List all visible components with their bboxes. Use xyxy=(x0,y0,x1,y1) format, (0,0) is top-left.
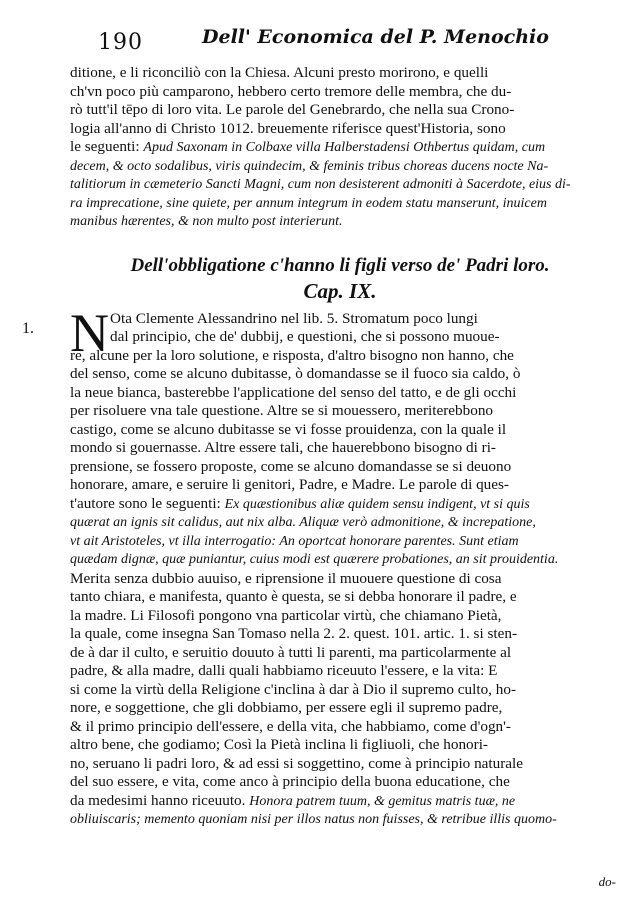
line-text: ditione, e li riconciliò con la Chiesa. Alcuni presto morirono, e quelli xyxy=(70,64,489,81)
line-text: del senso, come se alcuno dubitasse, ò domandasse se il fuoco sia caldo, ò xyxy=(70,365,521,382)
paragraph-text xyxy=(70,310,610,830)
text-line xyxy=(70,514,610,533)
line-text: mondo si gouernasse. Altre essere tali, che hauerebbono bisogno di ri- xyxy=(70,439,496,456)
line-text: t'autore sono le seguenti: xyxy=(70,494,225,512)
line-text: si come la virtù della Religione c'inclina à dar à Dio il supremo culto, ho- xyxy=(70,680,516,698)
line-text: le seguenti: xyxy=(70,138,144,155)
text-line xyxy=(70,476,610,495)
line-text: manibus hærentes, & non multo post interierunt. xyxy=(70,214,343,229)
paragraph-number: 1. xyxy=(22,319,34,337)
latin-quote: Ex quæstionibus aliæ quidem sensu indigent, vt si quis xyxy=(224,496,530,512)
text-line xyxy=(70,64,610,83)
text-line xyxy=(70,328,610,347)
text-line xyxy=(70,570,610,589)
line-text: de à dar il culto, e seruitio douuto à tutti li parenti, ma particolarmente al xyxy=(70,643,512,661)
chapter-number: Cap. IX. xyxy=(303,278,377,303)
page-header xyxy=(98,26,568,60)
text-line xyxy=(70,310,610,329)
line-text: re, alcune per la loro solutione, e risposta, d'altro bisogno non hanno, che xyxy=(70,346,514,364)
text-line xyxy=(70,83,610,102)
line-text: Ota Clemente Alessandrino nel lib. 5. Stromatum poco lungi xyxy=(110,309,478,327)
text-line xyxy=(70,681,610,700)
text-line xyxy=(70,101,610,120)
line-text: obliuiscaris; memento quoniam nisi per illos natus non fuisses, & retribue illis quomo- xyxy=(70,812,557,827)
line-text: quædam dignæ, quæ puniantur, cuius modi est quærere probationes, an sit prouidentia. xyxy=(70,552,559,567)
text-line xyxy=(70,195,610,214)
line-text: quærat an ignis sit calidus, aut nix alba. Aliquæ verò admonitione, & increpatione, xyxy=(70,515,536,530)
text-line xyxy=(70,755,610,774)
line-text: honorare, amare, e seruire li genitori, Padre, e Madre. Le parole di ques- xyxy=(70,476,509,493)
line-text: la quale, come insegna San Tomaso nella 2. 2. quest. 101. artic. 1. si sten- xyxy=(70,625,518,642)
line-text: del suo essere, e vita, come anco à principio della buona educatione, che xyxy=(70,773,510,790)
text-line xyxy=(70,662,610,681)
line-text: dal principio, che de' dubbij, e questioni, che si possono muoue- xyxy=(110,328,500,345)
text-line xyxy=(70,736,610,755)
text-line xyxy=(70,158,610,177)
line-text: nore, e soggettione, che gli dobbiamo, per essere egli il supremo padre, xyxy=(70,699,503,716)
catchword: do- xyxy=(598,874,616,889)
text-line xyxy=(70,588,610,607)
line-text: no, seruano li padri loro, & ad essi si soggettino, come à principio naturale xyxy=(70,754,523,772)
line-text: prensione, se fossero proposte, come se alcuno domandasse se si deuono xyxy=(70,457,512,475)
line-text: la madre. Li Filosofi pongono vna particolar virtù, che chiamano Pietà, xyxy=(70,606,502,624)
text-line xyxy=(70,458,610,477)
text-line xyxy=(70,120,610,139)
text-line xyxy=(70,402,610,421)
line-text: decem, & octo sodalibus, viris quindecim, & feminis tribus choreas ducens nocte Na- xyxy=(70,158,549,174)
line-text: da medesimi hanno riceuuto. xyxy=(70,791,250,809)
line-text: ch'vn poco più camparono, hebbero certo tremore delle membra, che du- xyxy=(70,82,512,100)
text-line xyxy=(70,811,610,830)
text-line xyxy=(70,384,610,403)
line-text: altro bene, che godiamo; Così la Pietà inclina li figliuoli, che honori- xyxy=(70,736,488,753)
text-line xyxy=(70,421,610,440)
drop-cap: N xyxy=(70,302,109,363)
line-text: padre, & alla madre, dalli quali habbiamo riceuuto l'essere, e la vita: E xyxy=(70,662,498,679)
line-text: per risoluere vna tale questione. Altre se si mouessero, meriterebbono xyxy=(70,402,494,419)
text-line xyxy=(70,607,610,626)
text-line xyxy=(70,699,610,718)
line-text: ra imprecatione, sine quiete, per annum integrum in eodem statu manserunt, inuicem xyxy=(70,195,547,211)
text-line xyxy=(70,644,610,663)
text-line xyxy=(70,495,610,515)
latin-quote: Apud Saxonam in Colbaxe villa Halberstadensi Othbertus quidam, cum xyxy=(143,140,546,155)
line-text: vt ait Aristoteles, vt illa interrogatio: An oportcat honorare parentes. Sunt etiam xyxy=(70,533,519,549)
paragraph-1 xyxy=(22,302,610,830)
text-line xyxy=(70,213,610,232)
text-line xyxy=(70,365,610,384)
text-line xyxy=(70,176,610,195)
intro-text xyxy=(70,64,610,232)
line-text: & il primo principio dell'essere, e della vita, che habbiamo, come d'ogn'- xyxy=(70,717,511,735)
line-text: tanto chiara, e manifesta, quanto è questa, se si debba honorare il padre, e xyxy=(70,588,517,605)
line-text: rò tutt'il tēpo di loro vita. Le parole del Genebrardo, che nella sua Crono- xyxy=(70,101,515,118)
line-text: talitiorum in cæmeterio Sancti Magni, cum non desisterent admoniti à Sacerdote, eius di- xyxy=(70,177,571,192)
page-number: 190 xyxy=(98,30,143,55)
line-text: Merita senza dubbio auuiso, e riprensione il muouere questione di cosa xyxy=(70,569,502,587)
text-line xyxy=(70,792,610,812)
text-line xyxy=(70,439,610,458)
line-text: la neue bianca, basterebbe l'applicatione del senso del tatto, e de gli occhi xyxy=(70,383,517,401)
line-text: castigo, come se alcuno dubitasse se vi fosse prouidenza, con la quale il xyxy=(70,420,507,438)
text-line xyxy=(70,533,610,552)
running-title: Dell' Economica del P. Menochio xyxy=(202,26,549,48)
text-line xyxy=(70,625,610,644)
page-body xyxy=(22,64,610,830)
latin-quote: Honora patrem tuum, & gemitus matris tuæ, ne xyxy=(249,793,516,809)
line-text: logia all'anno di Christo 1012. breuemente riferisce quest'Historia, sono xyxy=(70,119,506,137)
text-line xyxy=(70,551,610,570)
text-line xyxy=(70,138,610,158)
text-line xyxy=(70,773,610,792)
text-line xyxy=(70,718,610,737)
text-line xyxy=(70,347,610,366)
chapter-title: Dell'obbligatione c'hanno li figli verso de' Padri loro. xyxy=(130,254,550,276)
